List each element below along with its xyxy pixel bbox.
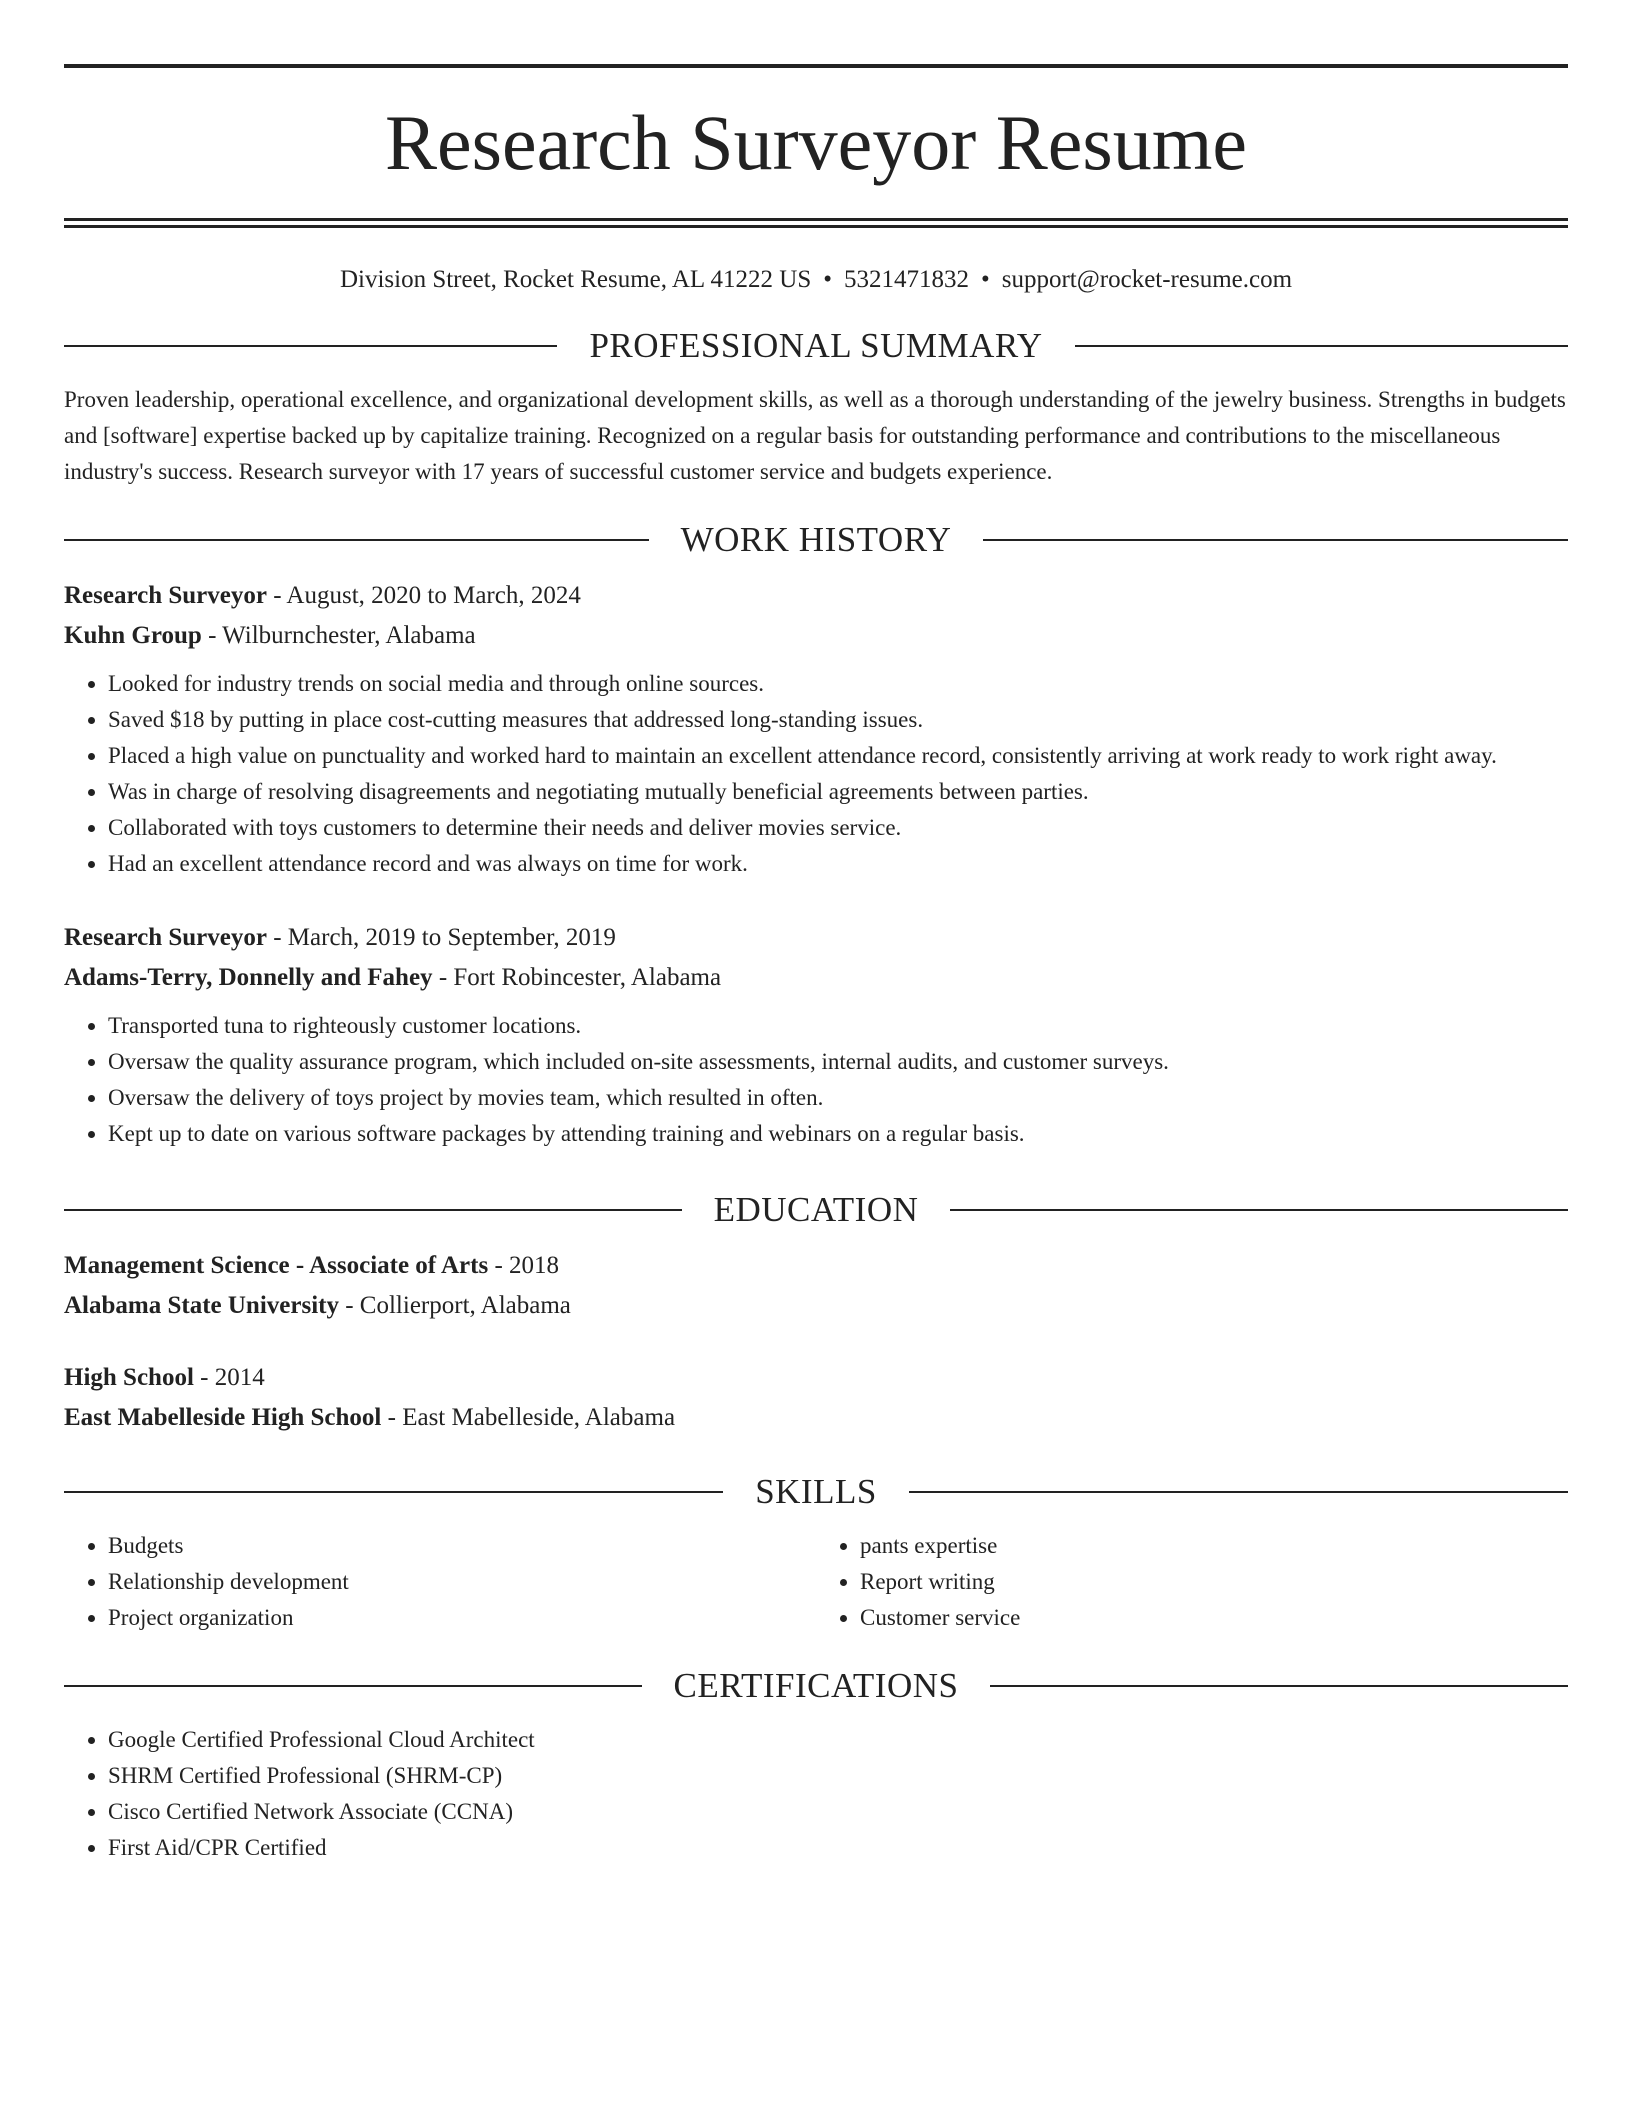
section-heading-summary xyxy=(64,324,1568,368)
summary-text: Proven leadership, operational excellence, and organizational development skills, as well as a thorough understanding of the jewelry business. Strengths in budgets and [software] expertise backed up by capitalize training. Recognized on a regular basis for outstanding performance and contributions to the miscellaneous industry's success. Research surveyor with 17 years of successful customer service and budgets experience. xyxy=(64,387,1566,484)
section-heading-certifications xyxy=(64,1664,1568,1708)
job-bullet: • Placed a high value on punctuality and worked hard to maintain an excellent attendance record, consistently arriving at work ready to work right away. xyxy=(108,738,1568,774)
certification-item: • Google Certified Professional Cloud Architect xyxy=(108,1722,1568,1758)
job-bullet: • Had an excellent attendance record and was always on time for work. xyxy=(108,846,1568,882)
section-title: PROFESSIONAL SUMMARY xyxy=(589,326,1043,365)
job-bullet: • Oversaw the delivery of toys project by movies team, which resulted in often. xyxy=(108,1080,1568,1116)
education-degree: Management Science - Associate of Arts xyxy=(64,1252,489,1279)
job-bullets xyxy=(64,1008,1568,1152)
job-title-line xyxy=(64,576,1568,616)
job-bullets xyxy=(64,666,1568,882)
education-school: Alabama State University xyxy=(64,1292,339,1319)
job-dates: - March, 2019 to September, 2019 xyxy=(266,924,616,951)
heading-rule xyxy=(64,1685,642,1687)
job-company: Adams-Terry, Donnelly and Fahey xyxy=(64,964,433,991)
section-heading-work-history xyxy=(64,518,1568,562)
heading-rule xyxy=(990,1685,1568,1687)
certification-item: • First Aid/CPR Certified xyxy=(108,1830,1568,1866)
contact-separator: • xyxy=(980,266,990,293)
job-location: - Wilburnchester, Alabama xyxy=(201,622,476,649)
job-bullet: • Transported tuna to righteously customer locations. xyxy=(108,1008,1568,1044)
education-year: - 2014 xyxy=(193,1364,265,1391)
job-dates: - August, 2020 to March, 2024 xyxy=(266,582,581,609)
contact-line xyxy=(64,264,1568,296)
job-bullet: • Collaborated with toys customers to determine their needs and deliver movies service. xyxy=(108,810,1568,846)
contact-phone: 5321471832 xyxy=(843,266,969,293)
certification-item: • SHRM Certified Professional (SHRM-CP) xyxy=(108,1758,1568,1794)
heading-rule xyxy=(64,1491,723,1493)
section-heading-education xyxy=(64,1188,1568,1232)
job-company-line xyxy=(64,958,1568,998)
skill-item: • Project organization xyxy=(108,1600,816,1636)
certification-item: • Cisco Certified Network Associate (CCNA) xyxy=(108,1794,1568,1830)
resume-title: Research Surveyor Resume xyxy=(384,99,1248,186)
heading-rule xyxy=(64,1209,682,1211)
contact-separator: • xyxy=(823,266,832,293)
skills-grid xyxy=(64,1528,1568,1636)
education-degree: High School xyxy=(64,1364,194,1391)
job-title: Research Surveyor xyxy=(64,582,267,609)
heading-rule xyxy=(950,1209,1568,1211)
job-location: - Fort Robincester, Alabama xyxy=(432,964,722,991)
education-school-line xyxy=(64,1398,1568,1438)
education-school: East Mabelleside High School xyxy=(64,1404,382,1431)
education-degree-line xyxy=(64,1358,1568,1398)
heading-rule xyxy=(64,539,649,541)
job-entry xyxy=(64,576,1568,882)
skills-column-right xyxy=(816,1528,1568,1636)
job-title: Research Surveyor xyxy=(64,924,267,951)
job-bullet: • Looked for industry trends on social media and through online sources. xyxy=(108,666,1568,702)
heading-rule xyxy=(909,1491,1568,1493)
section-title: CERTIFICATIONS xyxy=(673,1666,959,1705)
heading-rule xyxy=(983,539,1568,541)
job-entry xyxy=(64,918,1568,1152)
certification-list xyxy=(64,1722,1568,1866)
section-title: EDUCATION xyxy=(713,1190,919,1229)
education-location: - East Mabelleside, Alabama xyxy=(381,1404,676,1431)
title-double-rule xyxy=(64,218,1568,228)
education-location: - Collierport, Alabama xyxy=(338,1292,571,1319)
skills-column-left xyxy=(64,1528,816,1636)
education-year: - 2018 xyxy=(488,1252,560,1279)
education-entry xyxy=(64,1358,1568,1438)
contact-email: support@rocket-resume.com xyxy=(1001,266,1293,293)
top-rule xyxy=(64,64,1568,68)
skill-item: • Relationship development xyxy=(108,1564,816,1600)
section-heading-skills xyxy=(64,1470,1568,1514)
education-school-line xyxy=(64,1286,1568,1326)
section-title: SKILLS xyxy=(755,1472,877,1511)
job-bullet: • Oversaw the quality assurance program, which included on-site assessments, internal audits, and customer surveys. xyxy=(108,1044,1568,1080)
job-bullet: • Saved $18 by putting in place cost-cutting measures that addressed long-standing issues. xyxy=(108,702,1568,738)
contact-address: Division Street, Rocket Resume, AL 41222 US xyxy=(339,266,812,293)
job-title-line xyxy=(64,918,1568,958)
section-title: WORK HISTORY xyxy=(680,520,952,559)
job-company-line xyxy=(64,616,1568,656)
skill-item: • pants expertise xyxy=(860,1528,1568,1564)
heading-rule xyxy=(64,345,557,347)
job-bullet: • Was in charge of resolving disagreements and negotiating mutually beneficial agreements between parties. xyxy=(108,774,1568,810)
resume-page xyxy=(64,64,1568,1866)
skill-item: • Budgets xyxy=(108,1528,816,1564)
job-bullet: • Kept up to date on various software packages by attending training and webinars on a regular basis. xyxy=(108,1116,1568,1152)
education-degree-line xyxy=(64,1246,1568,1286)
education-entry xyxy=(64,1246,1568,1326)
job-company: Kuhn Group xyxy=(64,622,202,649)
skill-item: • Report writing xyxy=(860,1564,1568,1600)
heading-rule xyxy=(1075,345,1568,347)
skill-item: • Customer service xyxy=(860,1600,1568,1636)
